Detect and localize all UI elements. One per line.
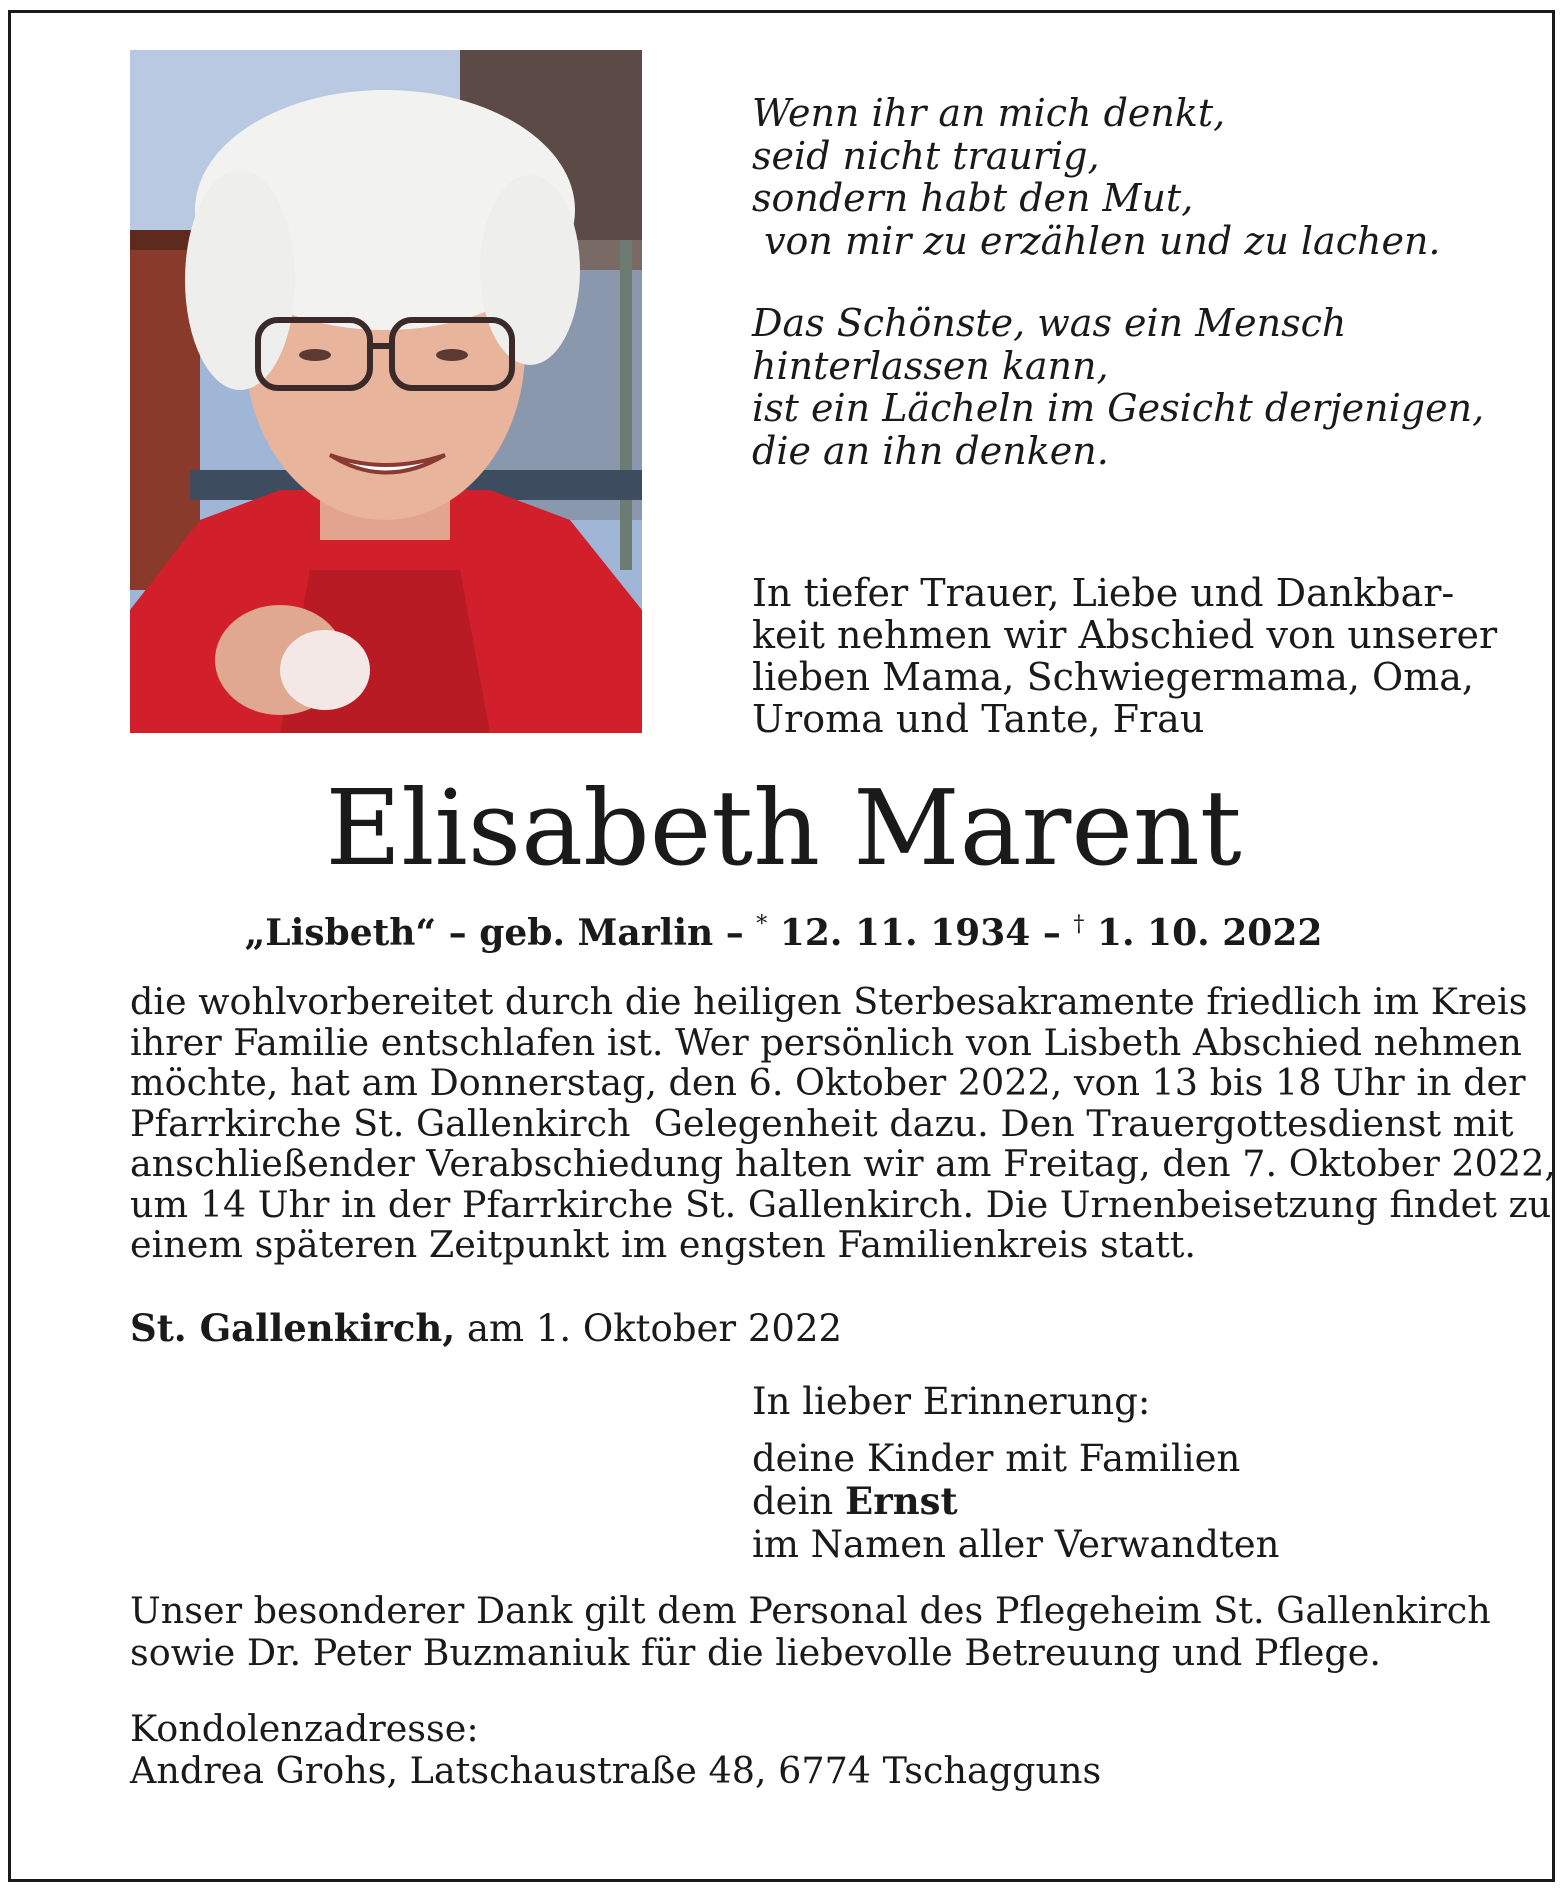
closing-prefix: dein bbox=[752, 1480, 846, 1523]
body-text bbox=[130, 980, 1556, 1266]
poem-line: seid nicht traurig, bbox=[752, 133, 1100, 178]
thanks-line: sowie Dr. Peter Buzmaniuk für die liebevolle Betreuung und Pflege. bbox=[130, 1631, 1381, 1674]
birth-date: 12. 11. 1934 bbox=[767, 912, 1031, 954]
thanks-text bbox=[130, 1589, 1491, 1674]
poem-stanza-2 bbox=[752, 301, 1485, 473]
intro-line: In tiefer Trauer, Liebe und Dankbar- bbox=[752, 571, 1455, 615]
poem-stanza-1 bbox=[752, 92, 1452, 262]
condolence-address bbox=[130, 1708, 1101, 1792]
intro-line: lieben Mama, Schwiegermama, Oma, bbox=[752, 655, 1474, 699]
place: St. Gallenkirch, bbox=[130, 1306, 456, 1350]
poem-line: sondern habt den Mut, bbox=[752, 176, 1194, 220]
thanks-line: Unser besonderer Dank gilt dem Personal des Pflegeheim St. Gallenkirch bbox=[130, 1589, 1491, 1632]
deceased-details bbox=[0, 902, 1567, 956]
poem-line: die an ihn denken. bbox=[752, 428, 1109, 473]
body-line: einem späteren Zeitpunkt im engsten Familienkreis statt. bbox=[130, 1223, 1197, 1266]
date: am 1. Oktober 2022 bbox=[455, 1307, 843, 1350]
separator: – bbox=[713, 912, 757, 954]
death-date: 1. 10. 2022 bbox=[1084, 912, 1323, 954]
condolence-label: Kondolenzadresse: bbox=[130, 1707, 479, 1750]
poem bbox=[752, 91, 1485, 512]
death-symbol: † bbox=[1073, 912, 1085, 937]
birth-symbol: * bbox=[756, 912, 768, 937]
body-line: anschließender Verabschiedung halten wir am Freitag, den 7. Oktober 2022, bbox=[130, 1142, 1556, 1185]
deceased-name: Elisabeth Marent bbox=[325, 767, 1242, 889]
place-date bbox=[130, 1306, 842, 1351]
closing-line bbox=[752, 1480, 1280, 1523]
poem-line: von mir zu erzählen und zu lachen. bbox=[752, 218, 1441, 263]
closing-block bbox=[752, 1380, 1280, 1566]
closing-line: deine Kinder mit Familien bbox=[752, 1437, 1241, 1480]
body-line: Pfarrkirche St. Gallenkirch Gelegenheit dazu. Den Trauergottesdienst mit bbox=[130, 1101, 1514, 1145]
poem-line: Wenn ihr an mich denkt, bbox=[752, 91, 1226, 135]
nickname: „Lisbeth“ bbox=[244, 912, 437, 954]
closing-name: Ernst bbox=[845, 1479, 958, 1523]
condolence-address-line: Andrea Grohs, Latschaustraße 48, 6774 Tschagguns bbox=[130, 1749, 1102, 1792]
closing-line: im Namen aller Verwandten bbox=[752, 1523, 1280, 1566]
body-line: die wohlvorbereitet durch die heiligen Sterbesakramente friedlich im Kreis bbox=[130, 980, 1528, 1023]
intro-text bbox=[752, 571, 1498, 741]
poem-line: Das Schönste, was ein Mensch bbox=[752, 301, 1347, 345]
closing-heading: In lieber Erinnerung: bbox=[752, 1380, 1151, 1423]
separator: – bbox=[1030, 912, 1074, 954]
intro-line: keit nehmen wir Abschied von unserer bbox=[752, 613, 1498, 657]
body-line: möchte, hat am Donnerstag, den 6. Oktober 2022, von 13 bis 18 Uhr in der bbox=[130, 1061, 1526, 1104]
portrait-photo bbox=[130, 50, 642, 733]
maiden-name: geb. Marlin bbox=[479, 912, 714, 954]
intro-line: Uroma und Tante, Frau bbox=[752, 697, 1205, 741]
poem-line: ist ein Lächeln im Gesicht derjenigen, bbox=[752, 386, 1485, 430]
body-line: um 14 Uhr in der Pfarrkirche St. Gallenkirch. Die Urnenbeisetzung findet zu bbox=[130, 1182, 1552, 1226]
separator: – bbox=[436, 912, 480, 954]
body-line: ihrer Familie entschlafen ist. Wer persönlich von Lisbeth Abschied nehmen bbox=[130, 1020, 1522, 1064]
poem-line: hinterlassen kann, bbox=[752, 343, 1109, 388]
